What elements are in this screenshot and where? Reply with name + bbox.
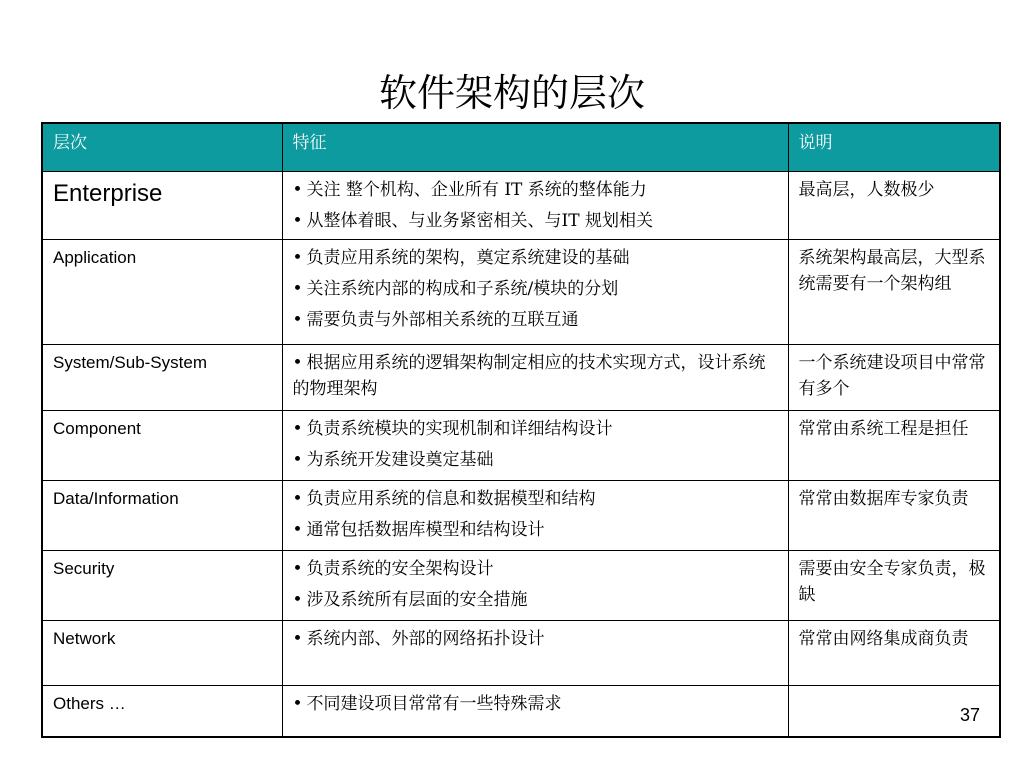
feature-item: • 为系统开发建设奠定基础 — [292, 449, 494, 470]
note-cell: 最高层，人数极少 — [788, 171, 1000, 239]
feature-item: • 从整体着眼、与业务紧密相关、与IT 规划相关 — [292, 210, 653, 231]
features-cell — [282, 685, 788, 737]
features-cell — [282, 239, 788, 344]
feature-item: • 负责应用系统的架构，奠定系统建设的基础 — [292, 247, 630, 268]
note-cell: 常常由网络集成商负责 — [788, 620, 1000, 685]
features-cell — [282, 620, 788, 685]
feature-text: 不同建设项目常常有一些特殊需求 — [306, 693, 562, 714]
header-layer: 层次 — [42, 123, 282, 171]
features-cell — [282, 344, 788, 410]
feature-text: 关注系统内部的构成和子系统/模块的分划 — [306, 278, 619, 299]
feature-text: 通常包括数据库模型和结构设计 — [306, 519, 545, 540]
note-cell: 需要由安全专家负责，极缺 — [788, 550, 1000, 620]
feature-item: • 关注 整个机构、企业所有 IT 系统的整体能力 — [292, 179, 647, 200]
table-row — [42, 171, 1000, 239]
feature-text: 负责系统的安全架构设计 — [306, 558, 494, 579]
table-row — [42, 550, 1000, 620]
feature-item: • 需要负责与外部相关系统的互联互通 — [292, 309, 579, 330]
table-row — [42, 480, 1000, 550]
features-cell — [282, 550, 788, 620]
features-cell — [282, 171, 788, 239]
slide-title: 软件架构的层次 — [378, 71, 645, 115]
table-header-row — [42, 123, 1000, 171]
table-row — [42, 239, 1000, 344]
note-cell: 一个系统建设项目中常常有多个 — [788, 344, 1000, 410]
feature-text: 需要负责与外部相关系统的互联互通 — [306, 309, 579, 330]
layer-name: Network — [42, 620, 282, 685]
layer-name: Application — [42, 239, 282, 344]
layer-name: Security — [42, 550, 282, 620]
page-number: 37 — [959, 705, 980, 725]
feature-item: • 通常包括数据库模型和结构设计 — [292, 519, 545, 540]
feature-text: 系统内部、外部的网络拓扑设计 — [306, 628, 545, 649]
feature-item: • 系统内部、外部的网络拓扑设计 — [292, 628, 545, 649]
feature-text: 从整体着眼、与业务紧密相关、与IT 规划相关 — [306, 210, 653, 231]
features-cell — [282, 480, 788, 550]
header-features: 特征 — [282, 123, 788, 171]
table-row — [42, 685, 1000, 737]
note-cell: 系统架构最高层，大型系统需要有一个架构组 — [788, 239, 1000, 344]
note-cell: 常常由数据库专家负责 — [788, 480, 1000, 550]
feature-text: 为系统开发建设奠定基础 — [306, 449, 494, 470]
feature-text: 负责应用系统的架构，奠定系统建设的基础 — [306, 247, 630, 268]
layer-name: Enterprise — [42, 171, 282, 239]
feature-item: • 负责应用系统的信息和数据模型和结构 — [292, 488, 596, 509]
feature-text: 涉及系统所有层面的安全措施 — [306, 589, 528, 610]
feature-item: • 负责系统模块的实现机制和详细结构设计 — [292, 418, 613, 439]
feature-text: 负责系统模块的实现机制和详细结构设计 — [306, 418, 613, 439]
table-row — [42, 410, 1000, 480]
feature-text: 负责应用系统的信息和数据模型和结构 — [306, 488, 596, 509]
feature-item: • 负责系统的安全架构设计 — [292, 558, 494, 579]
layer-name: Others … — [42, 685, 282, 737]
header-notes: 说明 — [788, 123, 1000, 171]
feature-item: • 涉及系统所有层面的安全措施 — [292, 589, 528, 610]
features-cell — [282, 410, 788, 480]
feature-item: • 不同建设项目常常有一些特殊需求 — [292, 693, 562, 714]
note-cell: 常常由系统工程是担任 — [788, 410, 1000, 480]
feature-text: 根据应用系统的逻辑架构制定相应的技术实现方式，设计系统的物理架构 — [292, 352, 766, 399]
feature-item: • 根据应用系统的逻辑架构制定相应的技术实现方式，设计系统的物理架构 — [292, 352, 766, 399]
feature-item: • 关注系统内部的构成和子系统/模块的分划 — [292, 278, 619, 299]
layer-name: Component — [42, 410, 282, 480]
layer-name: System/Sub-System — [42, 344, 282, 410]
architecture-layers-table — [41, 122, 1001, 738]
layer-name: Data/Information — [42, 480, 282, 550]
feature-text: 关注 整个机构、企业所有 IT 系统的整体能力 — [306, 179, 647, 200]
table-row — [42, 620, 1000, 685]
table-row — [42, 344, 1000, 410]
